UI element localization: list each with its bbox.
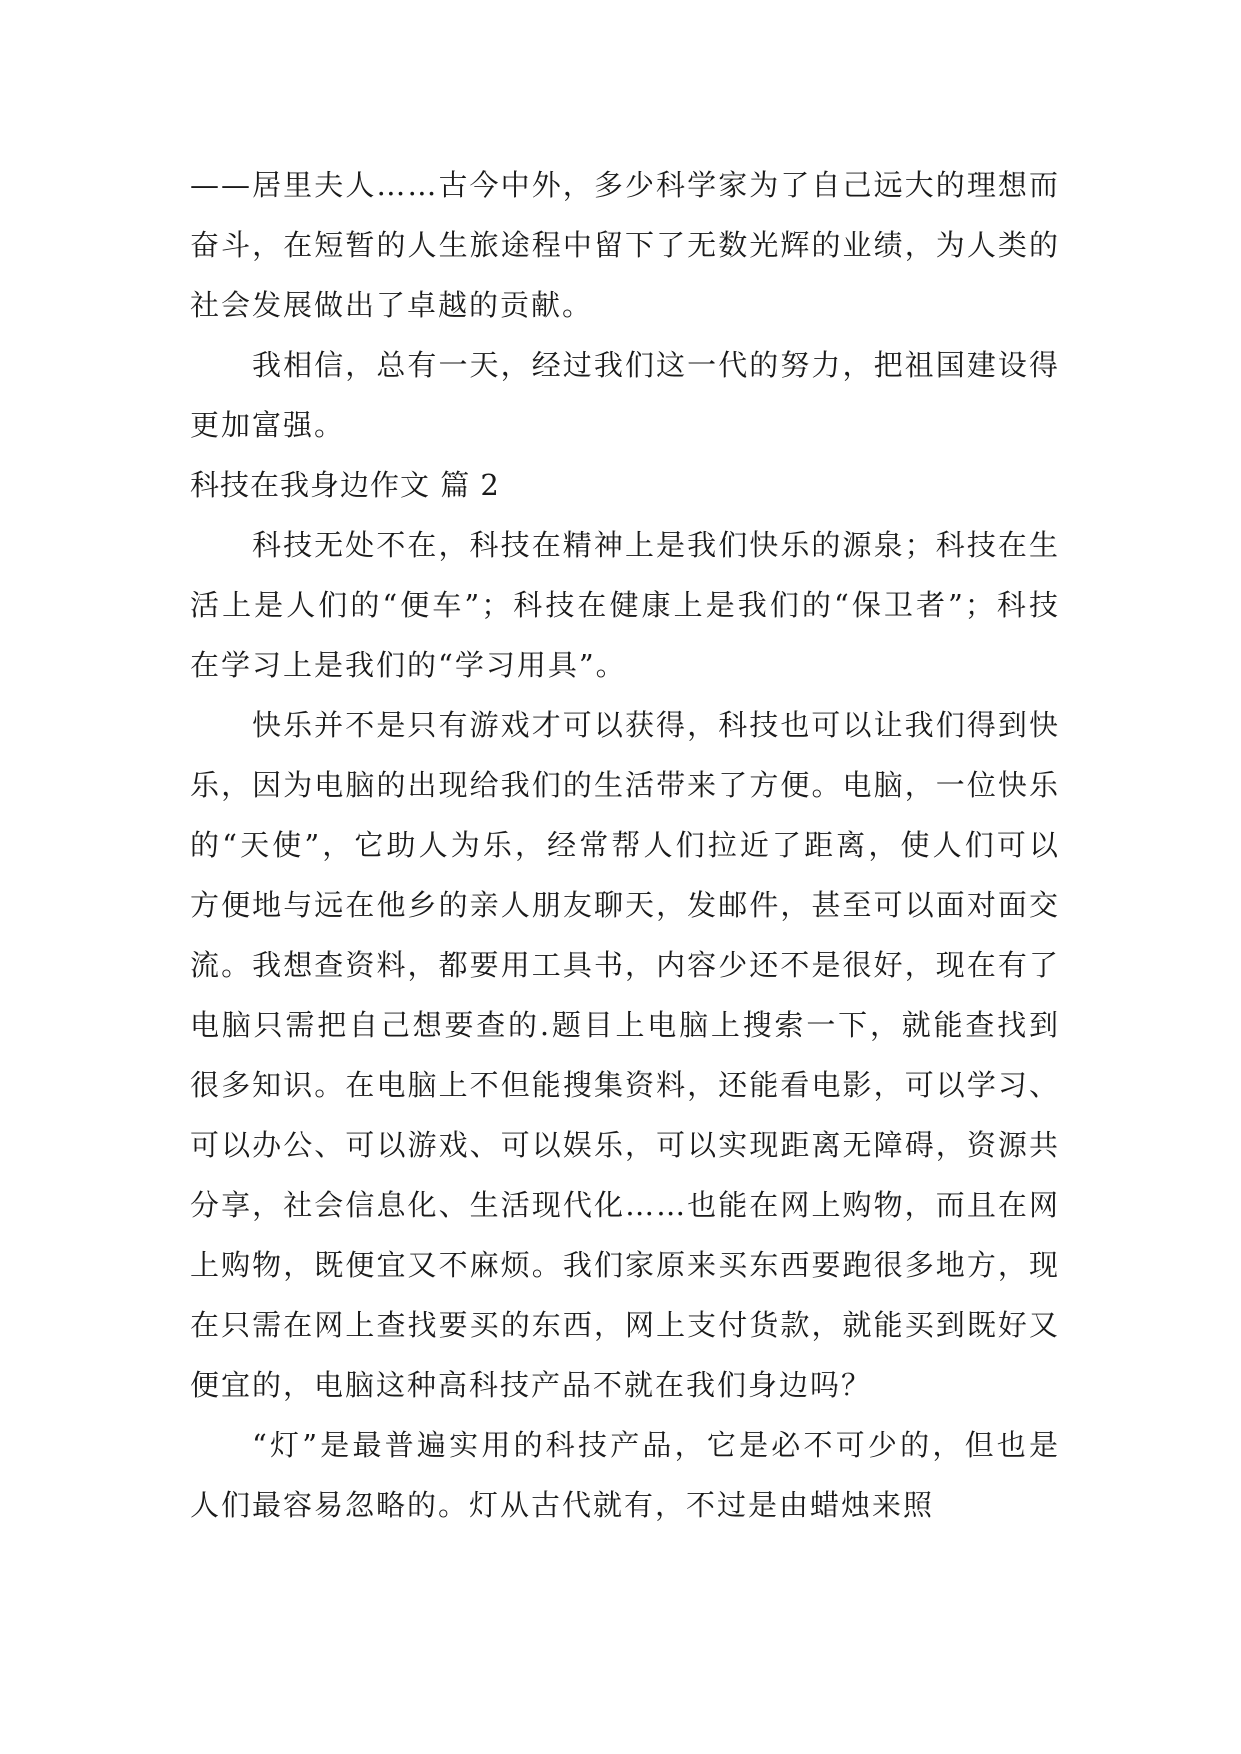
- paragraph: 我相信，总有一天，经过我们这一代的努力，把祖国建设得更加富强。: [190, 348, 1060, 442]
- document-page: [190, 155, 1060, 1535]
- paragraph: 科技无处不在，科技在精神上是我们快乐的源泉；科技在生活上是人们的“便车”；科技在健康上是我们的“保卫者”；科技在学习上是我们的“学习用具”。: [190, 528, 1060, 682]
- paragraph: 快乐并不是只有游戏才可以获得，科技也可以让我们得到快乐，因为电脑的出现给我们的生活带来了方便。电脑，一位快乐的“天使”，它助人为乐，经常帮人们拉近了距离，使人们可以方便地与远在他乡的亲人朋友聊天，发邮件，甚至可以面对面交流。我想查资料，都要用工具书，内容少还不是很好，现在有了电脑只需把自己想要查的.题目上电脑上搜索一下，就能查找到很多知识。在电脑上不但能搜集资料，还能看电影，可以学习、可以办公、可以游戏、可以娱乐，可以实现距离无障碍，资源共分享，社会信息化、生活现代化……也能在网上购物，而且在网上购物，既便宜又不麻烦。我们家原来买东西要跑很多地方，现在只需在网上查找要买的东西，网上支付货款，就能买到既好又便宜的，电脑这种高科技产品不就在我们身边吗？: [190, 708, 1060, 1402]
- paragraph: “灯”是最普遍实用的科技产品，它是必不可少的，但也是人们最容易忽略的。灯从古代就有，不过是由蜡烛来照: [190, 1428, 1060, 1522]
- paragraph: ——居里夫人……古今中外，多少科学家为了自己远大的理想而奋斗，在短暂的人生旅途程中留下了无数光辉的业绩，为人类的社会发展做出了卓越的贡献。: [190, 168, 1060, 322]
- section-heading: 科技在我身边作文 篇 2: [190, 468, 500, 502]
